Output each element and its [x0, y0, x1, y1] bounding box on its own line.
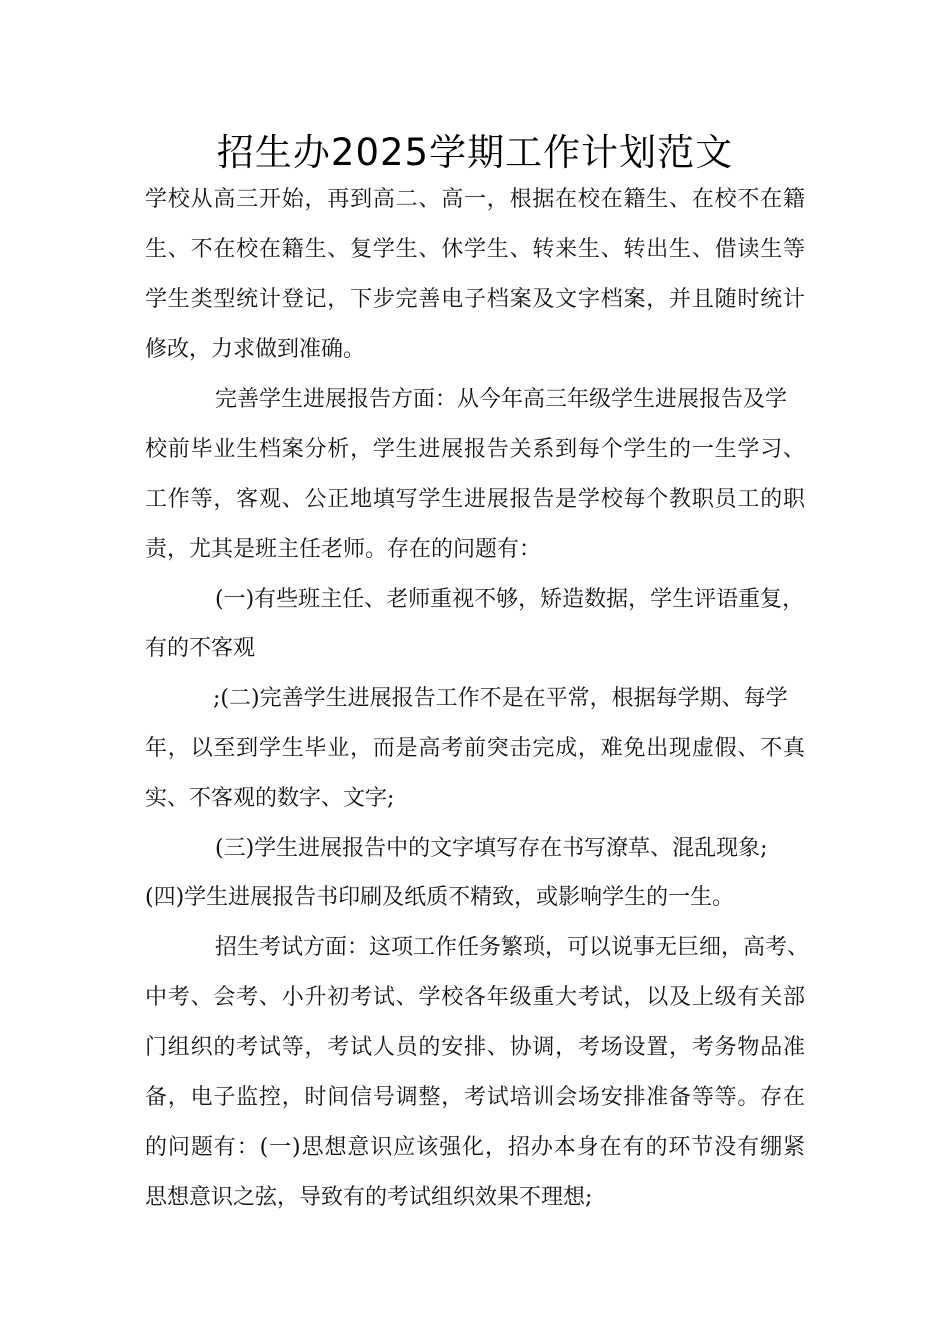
body-line: 备，电子监控，时间信号调整，考试培训会场安排准备等等。存在 [145, 1085, 805, 1110]
body-line: 生、不在校在籍生、复学生、休学生、转来生、转出生、借读生等 [145, 237, 805, 262]
body-line: ;(二)完善学生进展报告工作不是在平常，根据每学期、每学 [213, 686, 788, 711]
body-line: 招生考试方面：这项工作任务繁琐，可以说事无巨细，高考、 [215, 935, 810, 960]
body-line: (一)有些班主任、老师重视不够，矫造数据，学生评语重复， [215, 587, 805, 612]
body-line: 中考、会考、小升初考试、学校各年级重大考试，以及上级有关部 [145, 985, 805, 1010]
body-line: 思想意识之弦，导致有的考试组织效果不理想; [145, 1185, 593, 1210]
body-line: 责，尤其是班主任老师。存在的问题有： [145, 537, 542, 562]
body-line: 实、不客观的数字、文字; [145, 786, 395, 811]
document-title: 招生办2025学期工作计划范文 [216, 131, 734, 174]
body-line: 完善学生进展报告方面：从今年高三年级学生进展报告及学 [215, 387, 788, 412]
body-line: 学校从高三开始，再到高二、高一，根据在校在籍生、在校不在籍 [145, 187, 805, 212]
body-line: 门组织的考试等，考试人员的安排、协调，考场设置，考务物品准 [145, 1035, 805, 1060]
body-line: 学生类型统计登记，下步完善电子档案及文字档案，并且随时统计 [145, 287, 805, 312]
body-line: 的问题有：(一)思想意识应该强化，招办本身在有的环节没有绷紧 [145, 1135, 805, 1160]
body-line: (四)学生进展报告书印刷及纸质不精致，或影响学生的一生。 [145, 885, 735, 910]
body-line: 工作等，客观、公正地填写学生进展报告是学校每个教职员工的职 [145, 487, 805, 512]
body-line: 年，以至到学生毕业，而是高考前突击完成，难免出现虚假、不真 [145, 736, 805, 761]
body-line: 校前毕业生档案分析，学生进展报告关系到每个学生的一生学习、 [145, 437, 805, 462]
body-line: 有的不客观 [145, 636, 256, 661]
body-line: 修改，力求做到准确。 [145, 337, 366, 362]
body-line: (三)学生进展报告中的文字填写存在书写潦草、混乱现象; [215, 836, 768, 861]
